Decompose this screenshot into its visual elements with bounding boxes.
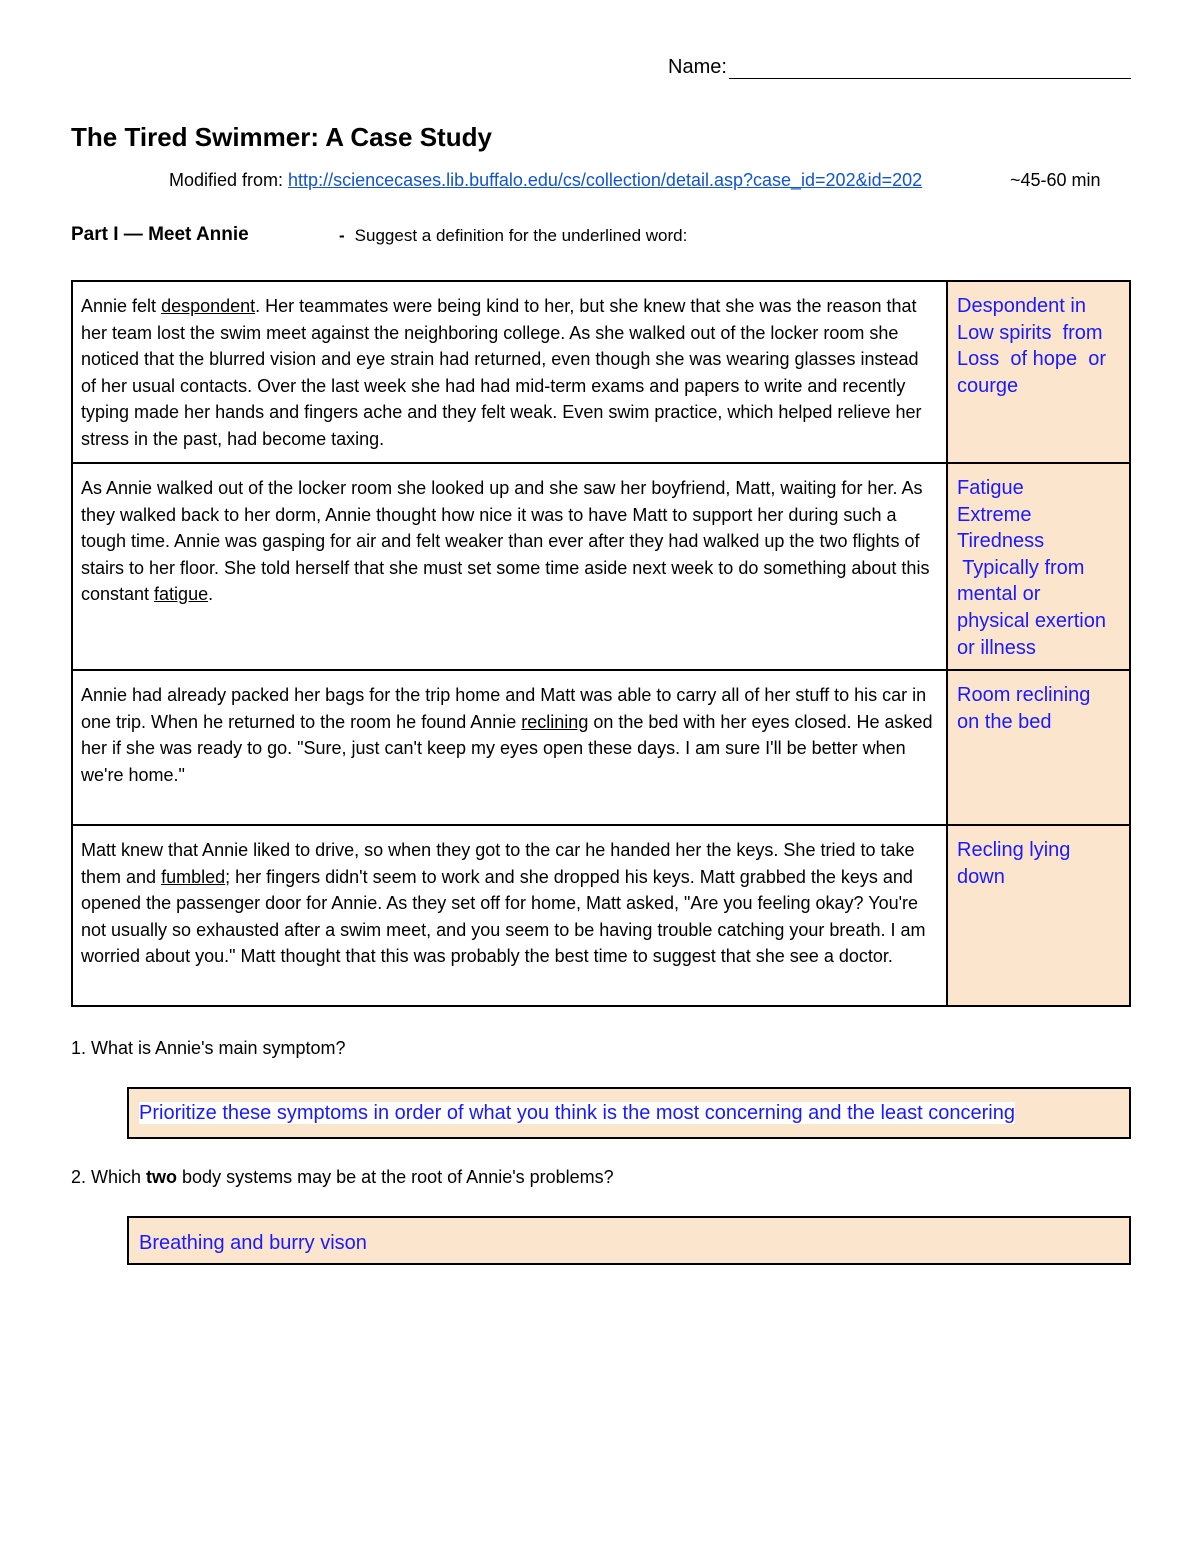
answer-line: Tiredness <box>957 530 1045 553</box>
underlined-word: reclining <box>521 711 589 732</box>
story-cell <box>72 463 947 670</box>
answer-line: courge <box>957 374 1019 397</box>
story-text: . Her teammates were being kind to her, but she knew that she was the reason that her team lost the swim meet against the neighboring college. As she walked out of the locker room she noticed that the blurred vision and eye strain had returned, even though she was wearing glasses instead of her usual contacts. Over the last week she had had mid-term exams and papers to write and recently typing made her hands and fingers ache and they felt weak. Even swim practice, which helped relieve her stress in the past, had become taxing. <box>81 296 922 449</box>
question-2-bold: two <box>146 1167 178 1187</box>
question-1-answer: Prioritize these symptoms in order of what you think is the most concerning and the least concering <box>139 1102 1015 1124</box>
answer-line: Loss of hope or <box>957 348 1106 371</box>
story-text: Matt knew that Annie liked to drive, so when they got to the car he handed her the keys. She tried to take them and <box>81 840 915 887</box>
answer-line: Room reclining <box>957 684 1091 706</box>
question-2-answer: Breathing and burry vison <box>139 1232 367 1254</box>
part-heading: Part I — Meet Annie <box>71 224 249 245</box>
answer-line: physical exertion <box>957 609 1106 632</box>
table-row <box>72 670 1130 825</box>
table-row <box>72 281 1130 463</box>
question-1: 1. What is Annie's main symptom? <box>71 1038 346 1058</box>
modified-label: Modified from: <box>169 170 289 190</box>
instruction-dash: - <box>339 226 345 245</box>
source-attribution <box>169 170 922 191</box>
answer-line: on the bed <box>957 710 1052 733</box>
answer-line: Typically from <box>957 556 1085 579</box>
story-text: Annie felt <box>81 296 162 316</box>
question-2-text: 2. Which <box>71 1167 147 1187</box>
underlined-word: fumbled <box>161 866 226 887</box>
answer-line: Despondent in <box>957 295 1086 317</box>
part-instruction <box>339 226 687 246</box>
answer-line: or illness <box>957 636 1036 659</box>
question-2-answer-box[interactable] <box>127 1216 1131 1265</box>
underlined-word: despondent <box>161 296 256 316</box>
table-row <box>72 825 1130 1006</box>
question-2-text: body systems may be at the root of Annie's problems? <box>177 1167 614 1187</box>
story-cell <box>72 281 947 463</box>
story-text: Annie had already packed her bags for the trip home and Matt was able to carry all of her stuff to his car in one trip. When he returned to the room he found Annie <box>81 685 927 732</box>
answer-line: Fatigue <box>957 477 1024 499</box>
story-cell <box>72 825 947 1006</box>
story-text: As Annie walked out of the locker room she looked up and she saw her boyfriend, Matt, waiting for her. As they walked back to her dorm, Annie thought how nice it was to have Matt to support her during such a tough time. Annie was gasping for air and felt weaker than ever after they had walked up the two flights of stairs to her floor. She told herself that she must set some time aside next week to do something about this constant <box>81 478 930 605</box>
page-title: The Tired Swimmer: A Case Study <box>71 122 492 152</box>
answer-line: mental or <box>957 583 1041 606</box>
story-text: ; her fingers didn't seem to work and she dropped his keys. Matt grabbed the keys and opened the passenger door for Annie. As they set off for home, Matt asked, "Are you feeling okay? You're not usually so exhausted after a swim meet, and you seem to be having trouble catching your breath. I am worried about you." Matt thought that this was probably the best time to suggest that she see a doctor. <box>81 866 926 967</box>
definition-answer-cell[interactable] <box>947 825 1130 1006</box>
story-cell <box>72 670 947 825</box>
source-link[interactable]: http://sciencecases.lib.buffalo.edu/cs/collection/detail.asp?case_id=202&id=202 <box>288 170 923 190</box>
name-blank-line[interactable] <box>729 60 1131 79</box>
instruction-text: Suggest a definition for the underlined word: <box>354 226 688 245</box>
name-field <box>668 56 1131 79</box>
underlined-word: fatigue <box>154 584 209 605</box>
name-label: Name: <box>668 56 727 78</box>
question-2 <box>71 1167 614 1188</box>
definition-answer-cell[interactable] <box>947 670 1130 825</box>
answer-line: Low spirits from <box>957 321 1103 344</box>
story-text: . <box>208 584 214 605</box>
table-row <box>72 463 1130 670</box>
story-text: on the bed with her eyes closed. He asked her if she was ready to go. "Sure, just can't keep my eyes open these days. I am sure I'll be better when we're home." <box>81 711 933 785</box>
answer-line: Extreme <box>957 503 1032 526</box>
answer-line: down <box>957 865 1005 888</box>
answer-line: Recling lying <box>957 839 1071 861</box>
definition-answer-cell[interactable] <box>947 463 1130 670</box>
duration-label: ~45-60 min <box>1010 170 1101 190</box>
question-1-answer-box[interactable] <box>127 1087 1131 1139</box>
case-table <box>71 280 1131 1007</box>
definition-answer-cell[interactable] <box>947 281 1130 463</box>
